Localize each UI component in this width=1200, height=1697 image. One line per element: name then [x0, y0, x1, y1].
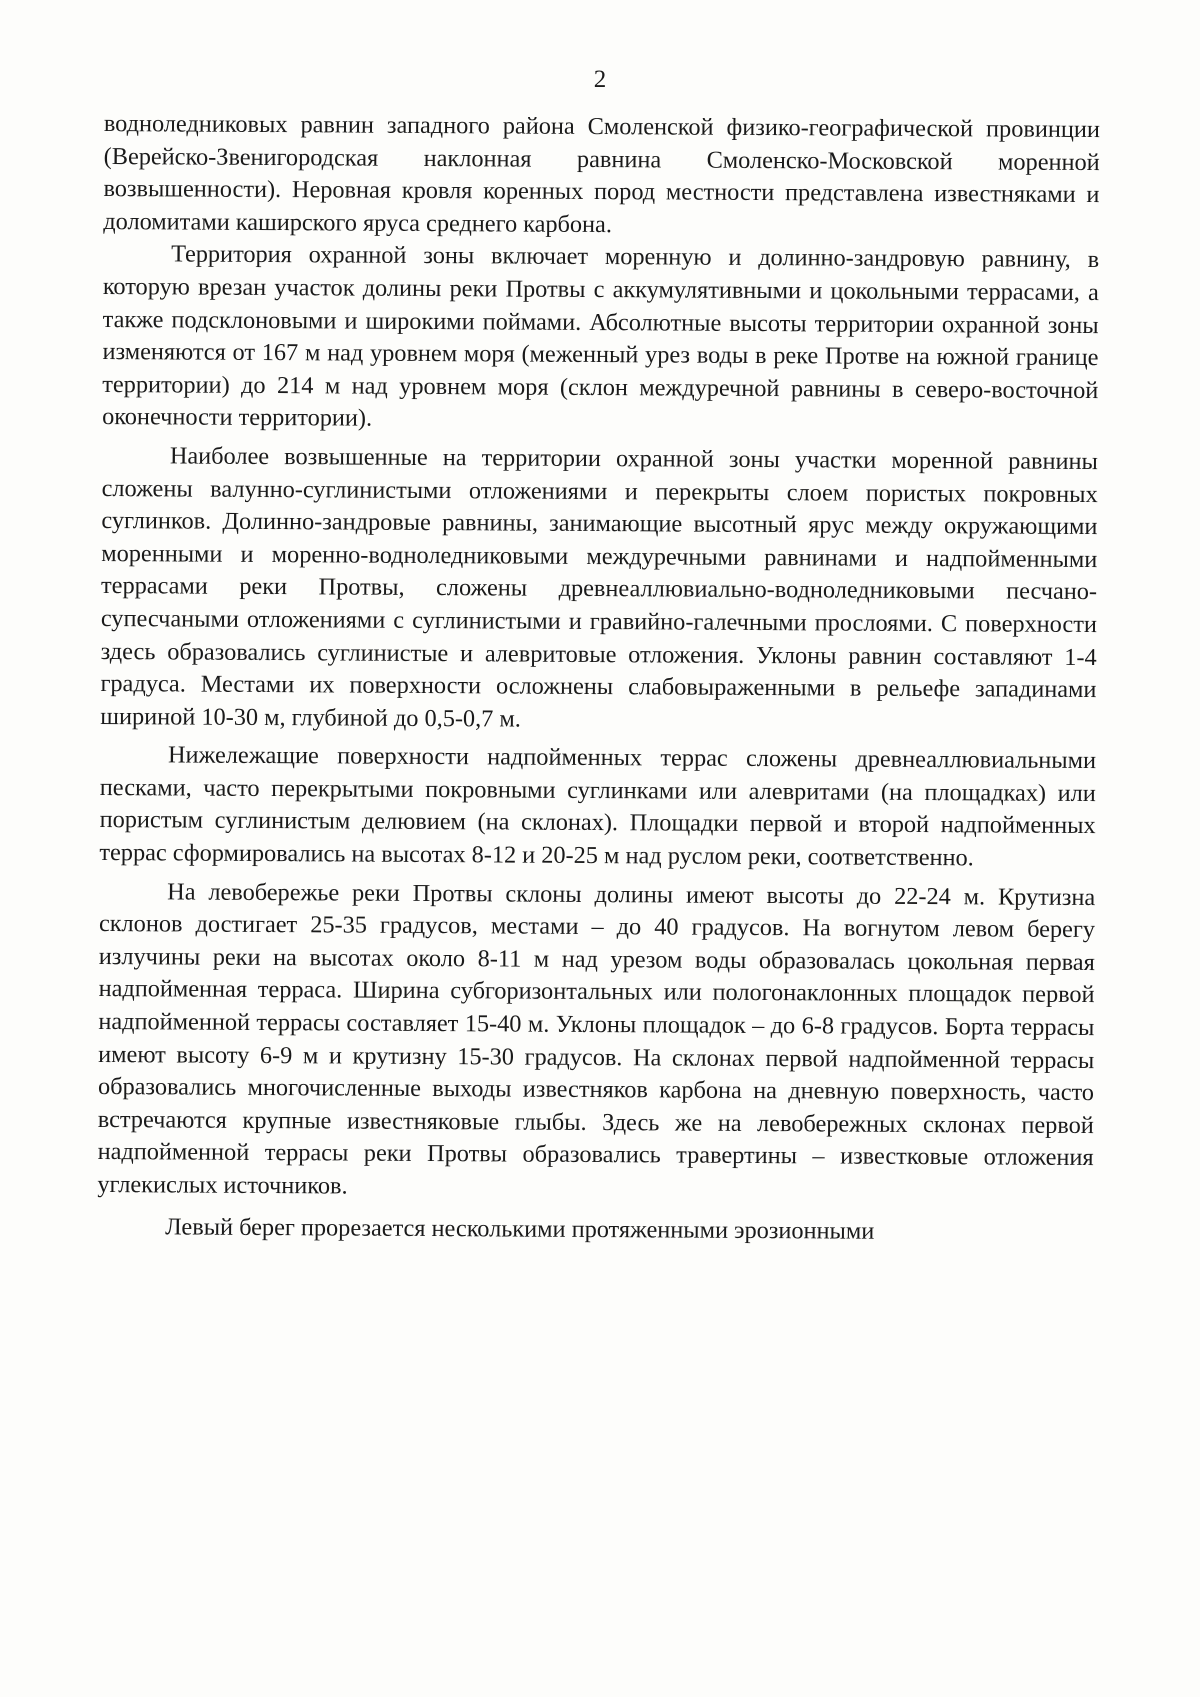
document-body — [97, 108, 1100, 1249]
paragraph-5: На левобережье реки Протвы склоны долины имеют высоты до 22-24 м. Крутизна склонов достигает 25-35 градусов, местами – до 40 градусов. На вогнутом левом берегу излучины реки на высотах около 8-11 м над урезом воды образовалась цокольная первая надпойменная терраса. Ширина субгоризонтальных или пологонаклонных площадок первой надпойменной террасы составляет 15-40 м. Уклоны площадок – до 6-8 градусов. Борта террасы имеют высоту 6-9 м и крутизну 15-30 градусов. На склонах первой надпойменной террасы образовались многочисленные выходы известняков карбона на дневную поверхность, часто встречаются крупные известняковые глыбы. Здесь же на левобережных склонах первой надпойменной террасы реки Протвы образовались травертины – известковые отложения углекислых источников. — [97, 878, 1096, 1200]
paragraph-4: Нижележащие поверхности надпойменных террас сложены древнеаллювиальными песками, часто перекрытыми покровными суглинками или алевритами (на площадках) или пористым суглинистым делювием (на склонах). Площадки первой и второй надпойменных террас сформировались на высотах 8-12 и 20-25 м над руслом реки, соответственно. — [99, 741, 1097, 872]
paragraph-2: Территория охранной зоны включает моренную и долинно-зандровую равнину, в которую врезан участок долины реки Протвы с аккумулятивными и цокольными террасами, а также подсклоновыми и широкими поймами. Абсолютные высоты территории охранной зоны изменяются от 167 м над уровнем моря (меженный урез воды в реке Протве на южной границе территории) до 214 м над уровнем моря (склон междуречной равнины в северо-восточной оконечности территории). — [102, 240, 1100, 432]
paragraph-3: Наиболее возвышенные на территории охранной зоны участки моренной равнины сложены валунно-суглинистыми отложениями и перекрыты слоем пористых покровных суглинков. Долинно-зандровые равнины, занимающие высотный ярус между окружающими моренными и моренно-водноледниковыми междуречными равнинами и надпойменными террасами реки Протвы, сложены древнеаллювиально-водноледниковыми песчано-супесчаными отложениями с суглинистыми и гравийно-галечными прослоями. С поверхности здесь образовались суглинистые и алевритовые отложения. Уклоны равнин составляют 1-4 градуса. Местами их поверхности осложнены слабовыраженными в рельефе западинами шириной 10-30 м, глубиной до 0,5-0,7 м. — [100, 442, 1098, 733]
paragraph-1: водноледниковых равнин западного района Смоленской физико-географической провинции (Верейско-Звенигородская наклонная равнина Смоленско-Московской моренной возвышенности). Неровная кровля коренных пород местности представлена известняками и доломитами каширского яруса среднего карбона. — [103, 109, 1100, 238]
page-number: 2 — [593, 66, 607, 93]
paragraph-6: Левый берег прорезается несколькими протяженными эрозионными — [165, 1212, 875, 1245]
